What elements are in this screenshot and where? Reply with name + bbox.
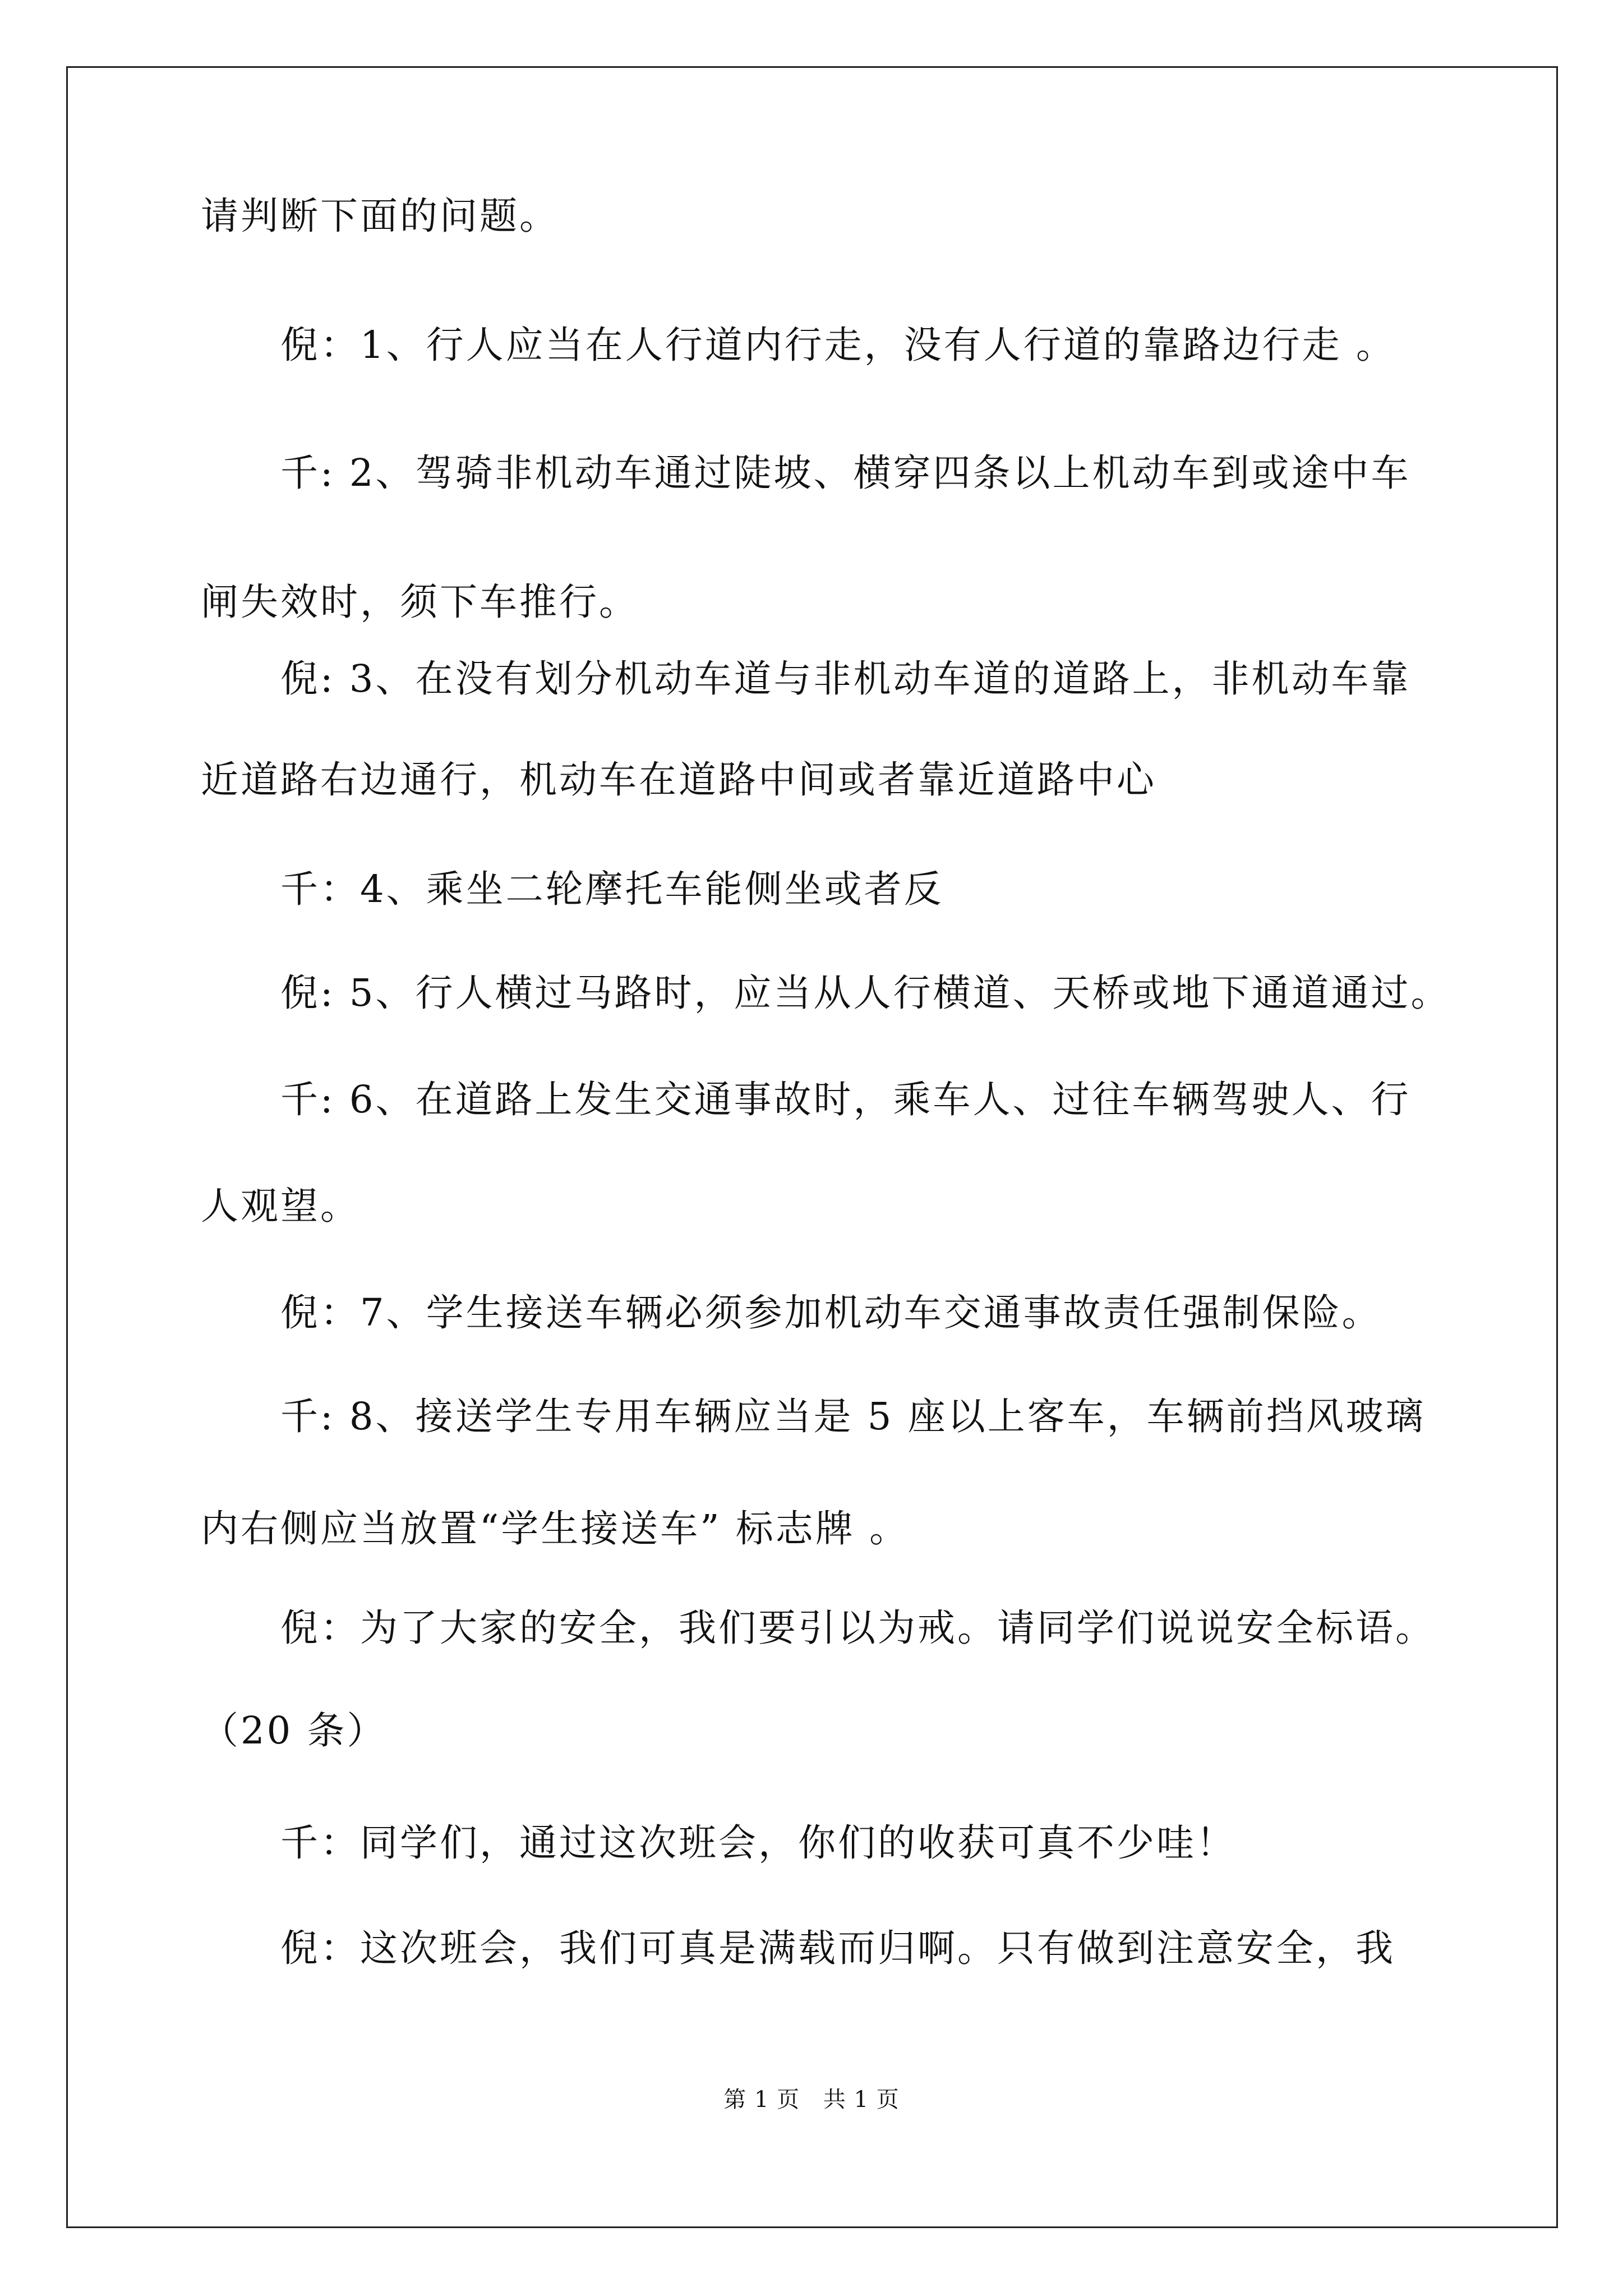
text-line-14: 倪：为了大家的安全，我们要引以为戒。请同学们说说安全标语。 — [280, 1606, 1435, 1650]
text-line-9: 千: 6、在道路上发生交通事故时，乘车人、过往车辆驾驶人、行 — [280, 1078, 1411, 1121]
text-line-5: 倪: 3、在没有划分机动车道与非机动车道的道路上，非机动车靠 — [280, 657, 1411, 701]
text-line-6: 近道路右边通行，机动车在道路中间或者靠近道路中心 — [201, 758, 1156, 802]
text-line-10: 人观望。 — [201, 1184, 360, 1228]
page-border — [66, 66, 1558, 2228]
text-line-11: 倪：7、学生接送车辆必须参加机动车交通事故责任强制保险。 — [280, 1291, 1382, 1335]
page-footer — [0, 2086, 1623, 2114]
text-line-13: 内右侧应当放置“学生接送车” 标志牌 。 — [201, 1507, 910, 1550]
text-line-4: 闸失效时，须下车推行。 — [201, 580, 639, 624]
page-total: 共 1 页 — [823, 2087, 900, 2113]
text-line-7: 千：4、乘坐二轮摩托车能侧坐或者反 — [280, 867, 944, 911]
text-line-16: 千：同学们，通过这次班会，你们的收获可真不少哇！ — [280, 1821, 1236, 1865]
text-line-1: 请判断下面的问题。 — [201, 194, 559, 238]
text-line-2: 倪：1、行人应当在人行道内行走，没有人行道的靠路边行走 。 — [280, 323, 1396, 367]
text-line-15: （20 条） — [201, 1709, 387, 1752]
text-line-3: 千: 2、驾骑非机动车通过陡坡、横穿四条以上机动车到或途中车 — [280, 451, 1411, 495]
page-number: 第 1 页 — [723, 2087, 800, 2113]
text-line-17: 倪：这次班会，我们可真是满载而归啊。只有做到注意安全，我 — [280, 1926, 1395, 1970]
text-line-12: 千: 8、接送学生专用车辆应当是 5 座以上客车，车辆前挡风玻璃 — [280, 1395, 1426, 1438]
text-line-8: 倪: 5、行人横过马路时，应当从人行横道、天桥或地下通道通过。 — [280, 971, 1451, 1015]
